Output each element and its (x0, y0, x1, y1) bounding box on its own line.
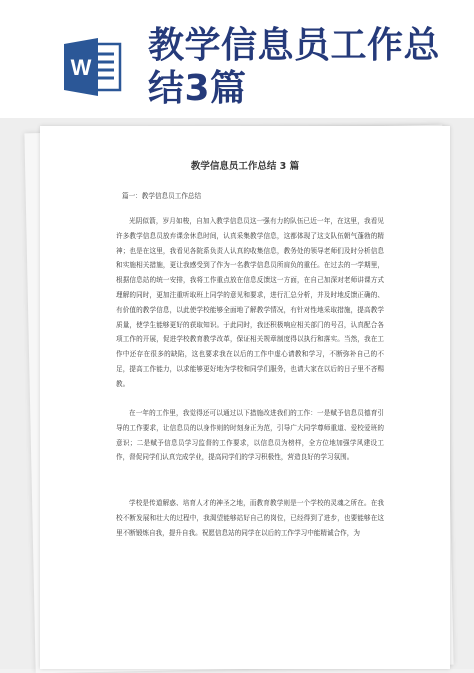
paragraph-1: 光阴似箭，岁月如梭，自加入教学信息员这一强有力的队伍已近一年，在这里，我看见许多教学信息员放弃课余休息时间，认真采集教学信息，这都体现了这支队伍朝气蓬勃的精神；也是在这里，我看见各院系负责人认真的收集信息，教务处的领导老师们及时分析信息和实施相关措施，更让我感受到了作为一名教学信息员所肩负的重任。在过去的一学期里，根据信息站的统一安排，我将工作重点放在信息反馈这一方面，在自己加深对老师讲课方式理解的同时，更加注重听取班上同学的意见和要求，进行汇总分析，并及时地反馈正确的、有价值的教学信息，以此使学校能够全面地了解教学情况，有针对性地采取措施，提高教学质量，使学生能够更好的获取知识。于此同时，我还积极响应相关部门的号召，认真配合各项工作的开展，促进学校教育教学改革，保证相关规章制度得以执行和落实。当然，我在工作中还存在很多的缺陷，这也要求我在以后的工作中虚心请教和学习，不断弥补自己的不足，提高工作能力，以求能够更好地为学校和同学们服务，也请大家在以后的日子里不吝赐教。 (116, 217, 384, 388)
page-title: 教学信息员工作总 结3篇 (148, 25, 441, 109)
header-banner (0, 0, 474, 118)
word-logo-letter: W (70, 55, 92, 80)
section-heading: 篇一：教学信息员工作总结 (122, 192, 202, 200)
document-page (40, 126, 450, 669)
word-document-icon (62, 35, 126, 99)
document-title: 教学信息员工作总结 3 篇 (190, 161, 300, 172)
paragraph-3: 学校是传道解惑、培育人才的神圣之地，而教育教学则是一个学校的灵魂之所在。在我校不断发展和壮大的过程中，我渴望能够站好自己的岗位，已经得到了进步，也要能够在这里不断锻炼自我，提升自我。祝愿信息站的同学在以后的工作学习中能精诚合作，为 (116, 499, 384, 537)
paragraph-2: 在一年的工作里，我觉得还可以通过以下措施改进我们的工作：一是赋予信息员德育引导的工作要求，让信息员的以身作则的时刻身正为范，引导广大同学尊师重道、爱校爱班的意识；二是赋予信息员学习监督的工作要求，以信息员为榜样，全方位地加强学风建设工作，督促同学们认真完成学业，提高同学们的学习积极性，营造良好的学习氛围。 (116, 409, 384, 462)
